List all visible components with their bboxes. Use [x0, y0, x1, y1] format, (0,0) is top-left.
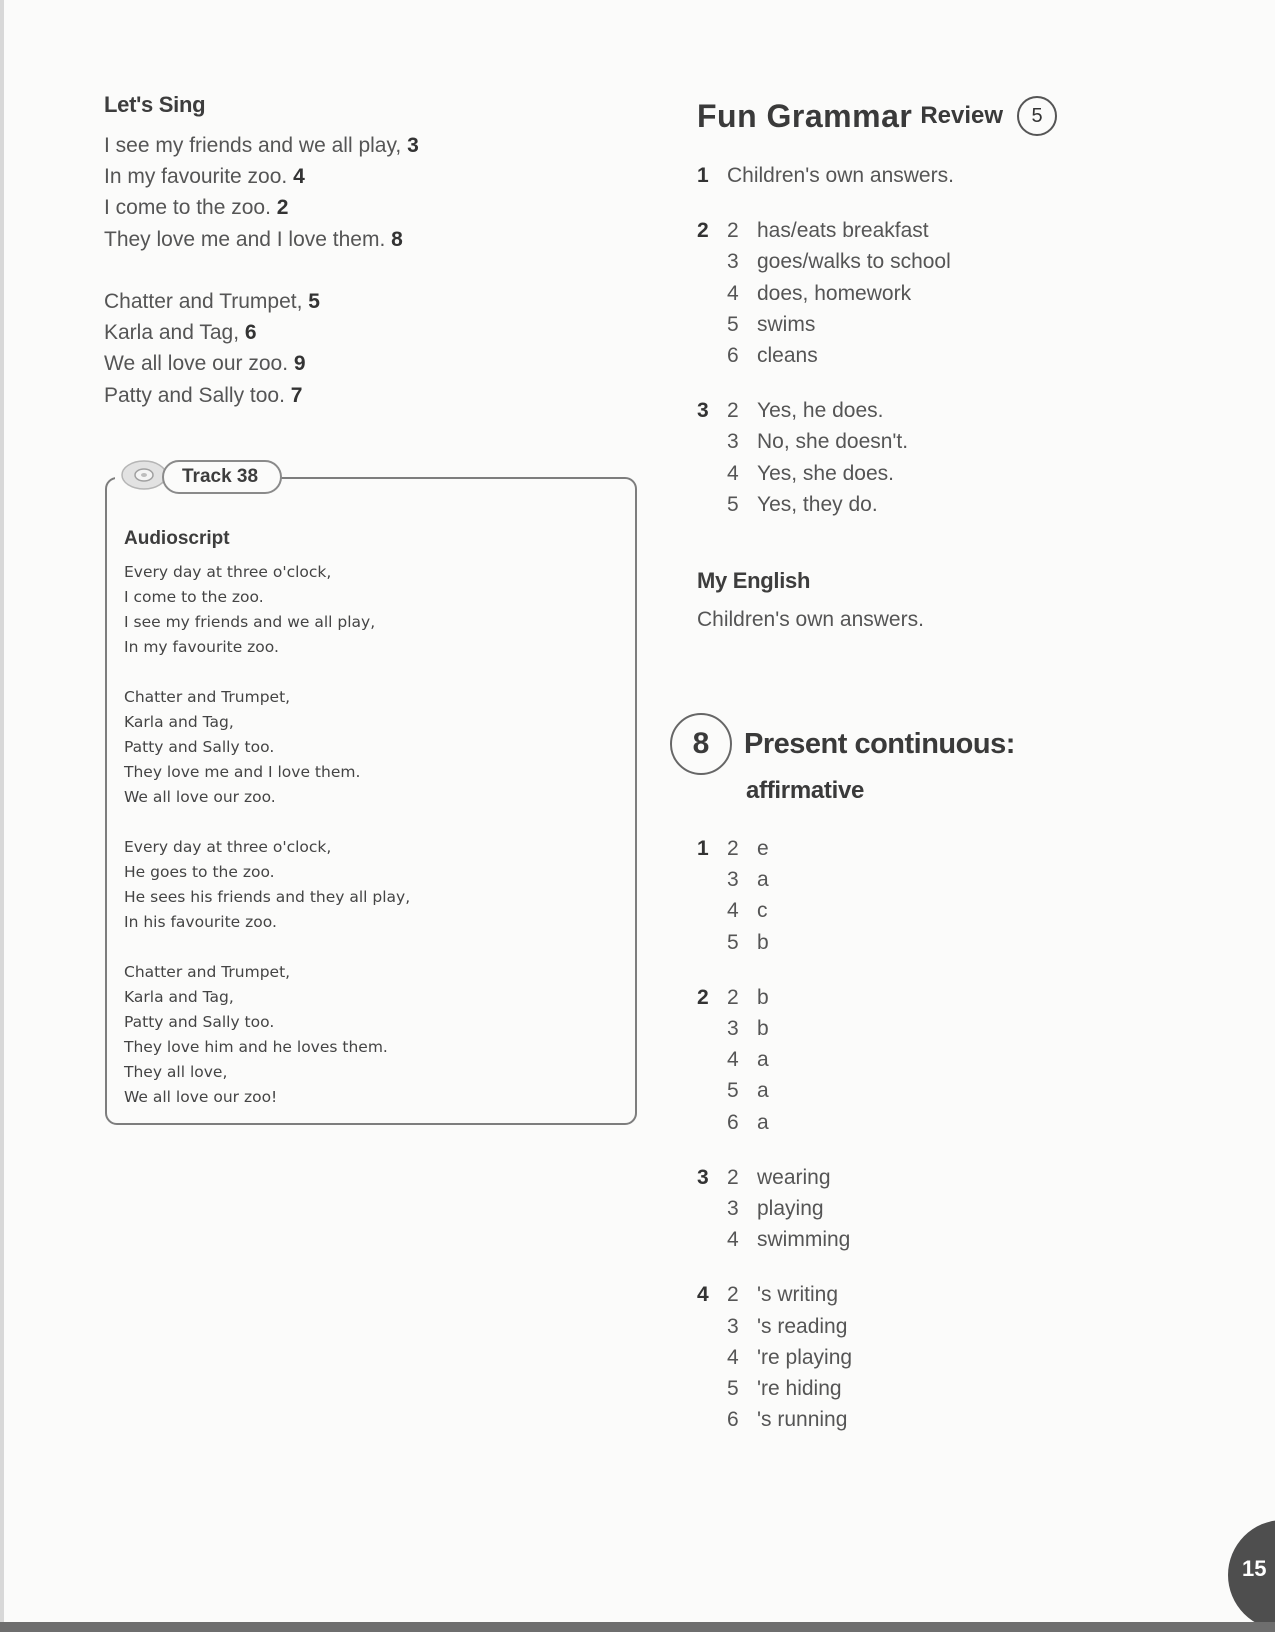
answer-text: 's writing — [757, 1283, 839, 1307]
answer-text: swims — [757, 312, 816, 336]
exercise-number: 2 — [697, 985, 709, 1009]
audioscript — [124, 528, 614, 1110]
song-line-text: Karla and Tag, — [104, 321, 240, 345]
answer-row — [697, 160, 1237, 191]
answer-text: 's running — [757, 1408, 848, 1432]
fun-grammar-review-section — [697, 96, 1237, 635]
song-line-number: 8 — [391, 227, 403, 251]
stanza-gap — [124, 660, 614, 685]
unit-8-title — [670, 713, 1230, 775]
my-english-section — [697, 568, 1237, 635]
stanza-gap — [124, 810, 614, 835]
answer-row — [697, 1373, 1230, 1404]
exercise-number: 4 — [697, 1283, 709, 1307]
unit-number-badge: 8 — [670, 713, 732, 775]
answer-text: No, she doesn't. — [757, 430, 909, 454]
song-line-text: We all love our zoo. — [104, 352, 289, 376]
audioscript-line: He sees his friends and they all play, — [124, 888, 411, 906]
audioscript-line: We all love our zoo. — [124, 788, 276, 806]
answer-row — [697, 309, 1237, 340]
item-number: 4 — [727, 461, 739, 485]
answer-row — [697, 1162, 1230, 1193]
stanza-gap — [124, 935, 614, 960]
song-line-text: I see my friends and we all play, — [104, 134, 402, 157]
answer-text: e — [757, 837, 769, 860]
answer-row — [697, 1193, 1230, 1224]
answer-row — [697, 340, 1237, 371]
item-number: 4 — [727, 899, 739, 923]
song-line-text: In my favourite zoo. — [104, 165, 288, 189]
audioscript-line: They love me and I love them. — [124, 763, 361, 781]
answer-text: does, homework — [757, 281, 912, 305]
answer-row — [697, 1044, 1230, 1075]
lets-sing-heading: Let's Sing — [104, 92, 206, 117]
exercise-number — [697, 340, 727, 371]
song-line — [104, 348, 564, 379]
my-english-heading: My English — [697, 568, 811, 594]
review-number-badge: 5 — [1017, 96, 1057, 136]
answer-row — [697, 489, 1237, 520]
audioscript-line: Karla and Tag, — [124, 713, 234, 731]
item-number: 2 — [727, 985, 739, 1009]
exercise-number — [697, 1107, 727, 1138]
song-line-text: They love me and I love them. — [104, 227, 386, 251]
answer-row — [697, 895, 1230, 926]
answer-row — [697, 1279, 1230, 1310]
exercise — [697, 982, 1230, 1138]
item-number: 2 — [727, 1165, 739, 1189]
song-line-text: Patty and Sally too. — [104, 383, 285, 407]
fun-grammar-title-sub: Review — [920, 102, 1004, 129]
exercise-number — [697, 1373, 727, 1404]
exercise-number — [697, 458, 727, 489]
item-number: 3 — [727, 1017, 739, 1041]
song-line — [104, 317, 564, 348]
exercise-number — [697, 1404, 727, 1435]
fun-grammar-title-main: Fun Grammar — [697, 97, 913, 134]
page-edge — [0, 0, 4, 1632]
answer-row — [697, 1107, 1230, 1138]
exercise — [697, 833, 1230, 958]
track-label: Track 38 — [162, 460, 282, 494]
item-number: 4 — [727, 1228, 739, 1252]
exercise-number — [697, 426, 727, 457]
answer-text: 're playing — [757, 1345, 853, 1369]
answer-text: swimming — [757, 1228, 851, 1252]
exercise-number — [697, 1224, 727, 1255]
exercise-number — [697, 1013, 727, 1044]
song-line-text: Chatter and Trumpet, — [104, 290, 303, 313]
answer-row — [697, 1342, 1230, 1373]
song-line — [104, 286, 564, 317]
song-line-number: 3 — [407, 134, 419, 157]
exercise-number — [697, 895, 727, 926]
answer-text: wearing — [757, 1165, 831, 1189]
item-number: 3 — [727, 1314, 739, 1338]
answer-row — [697, 246, 1237, 277]
stanza-gap — [104, 255, 564, 286]
item-number: 3 — [727, 250, 739, 274]
song-line — [104, 161, 564, 192]
exercise — [697, 395, 1237, 520]
page-number: 15 — [1242, 1556, 1267, 1581]
exercise — [697, 215, 1237, 371]
answer-text: 's reading — [757, 1314, 848, 1338]
audioscript-line: Chatter and Trumpet, — [124, 963, 291, 981]
exercise-number — [697, 1311, 727, 1342]
song-line-number: 9 — [293, 352, 306, 376]
answer-row — [697, 982, 1230, 1013]
exercise-number — [697, 864, 727, 895]
lets-sing-lines — [104, 130, 564, 411]
exercise-number — [697, 489, 727, 520]
my-english-text: Children's own answers. — [697, 608, 924, 632]
item-number: 6 — [727, 344, 739, 368]
item-number: 2 — [727, 399, 739, 423]
exercise-number — [697, 927, 727, 958]
item-number: 2 — [727, 219, 739, 243]
exercise-number — [697, 1193, 727, 1224]
audioscript-line: They love him and he loves them. — [124, 1038, 388, 1056]
page-number-badge — [1228, 1520, 1275, 1630]
unit-8-subheading: affirmative — [746, 777, 865, 804]
audioscript-line: In his favourite zoo. — [124, 913, 277, 931]
answer-text: b — [757, 985, 769, 1009]
fun-grammar-exercises — [697, 160, 1237, 520]
page-bottom-edge — [0, 1622, 1275, 1632]
exercise-number — [697, 1075, 727, 1106]
answer-text: a — [757, 1048, 769, 1072]
audioscript-line: Every day at three o'clock, — [124, 838, 332, 856]
item-number: 4 — [727, 1048, 739, 1072]
answer-row — [697, 395, 1237, 426]
exercise-number: 3 — [697, 1165, 709, 1189]
answer-row — [697, 1311, 1230, 1342]
audioscript-line: Karla and Tag, — [124, 988, 234, 1006]
item-number: 5 — [727, 1079, 739, 1103]
lets-sing-section — [104, 92, 564, 411]
exercise-number — [697, 1342, 727, 1373]
audioscript-line: I see my friends and we all play, — [124, 613, 376, 631]
unit-8-heading: Present continuous: — [744, 727, 1015, 760]
item-number: 2 — [727, 837, 739, 860]
item-number: 6 — [727, 1110, 739, 1134]
item-number: 5 — [727, 1377, 739, 1401]
song-line-number: 4 — [293, 165, 305, 189]
answer-text: playing — [757, 1197, 824, 1221]
audioscript-line: They all love, — [124, 1063, 228, 1081]
fun-grammar-title — [697, 96, 1237, 136]
answer-text: Children's own answers. — [727, 164, 954, 187]
audioscript-line: We all love our zoo! — [124, 1088, 278, 1106]
answer-row — [697, 1013, 1230, 1044]
exercise — [697, 1162, 1230, 1256]
audioscript-line: Patty and Sally too. — [124, 738, 275, 756]
answer-text: a — [757, 1079, 769, 1103]
song-line — [104, 380, 564, 411]
answer-text: b — [757, 1017, 769, 1041]
item-number: 5 — [727, 492, 739, 516]
unit-8-section — [670, 713, 1230, 1435]
answer-text: Yes, she does. — [757, 461, 894, 485]
answer-row — [697, 426, 1237, 457]
answer-row — [697, 278, 1237, 309]
answer-text: 're hiding — [757, 1377, 842, 1401]
audioscript-line: Patty and Sally too. — [124, 1013, 275, 1031]
song-line-number: 6 — [244, 321, 257, 345]
answer-row — [697, 833, 1230, 864]
exercise-number: 3 — [697, 399, 709, 423]
answer-row — [697, 1404, 1230, 1435]
answer-text: has/eats breakfast — [757, 219, 929, 243]
exercise-number — [697, 278, 727, 309]
item-number: 5 — [727, 312, 739, 336]
answer-text: cleans — [757, 344, 818, 368]
song-line — [104, 192, 564, 223]
song-line-number: 7 — [290, 383, 303, 407]
audioscript-line: Chatter and Trumpet, — [124, 688, 291, 706]
item-number: 6 — [727, 1408, 739, 1432]
answer-row — [697, 1224, 1230, 1255]
audioscript-lines — [124, 560, 614, 1110]
answer-text: a — [757, 868, 769, 892]
item-number: 2 — [727, 1283, 739, 1307]
song-line-number: 2 — [276, 196, 289, 220]
exercise-number — [697, 246, 727, 277]
answer-row — [697, 864, 1230, 895]
item-number: 3 — [727, 1197, 739, 1221]
audioscript-line: In my favourite zoo. — [124, 638, 279, 656]
item-number: 5 — [727, 930, 739, 954]
song-line — [104, 224, 564, 255]
answer-text: Yes, he does. — [757, 399, 884, 423]
answer-text: goes/walks to school — [757, 250, 951, 274]
answer-text: a — [757, 1110, 769, 1134]
song-line — [104, 130, 564, 161]
song-line-text: I come to the zoo. — [104, 196, 271, 220]
item-number: 3 — [727, 868, 739, 892]
answer-text: Yes, they do. — [757, 492, 878, 516]
exercise — [697, 160, 1237, 191]
item-number: 4 — [727, 1345, 739, 1369]
exercise — [697, 1279, 1230, 1435]
answer-row — [697, 458, 1237, 489]
item-number: 3 — [727, 430, 739, 454]
exercise-number: 1 — [697, 837, 709, 860]
audioscript-line: I come to the zoo. — [124, 588, 264, 606]
answer-row — [697, 215, 1237, 246]
exercise-number — [697, 309, 727, 340]
item-number: 4 — [727, 281, 739, 305]
unit-8-exercises — [697, 833, 1230, 1435]
audioscript-line: Every day at three o'clock, — [124, 563, 332, 581]
answer-row — [697, 927, 1230, 958]
audioscript-heading: Audioscript — [124, 528, 230, 549]
audioscript-line: He goes to the zoo. — [124, 863, 275, 881]
song-line-number: 5 — [308, 290, 320, 313]
exercise-number — [697, 1044, 727, 1075]
exercise-number: 2 — [697, 219, 709, 243]
answer-row — [697, 1075, 1230, 1106]
exercise-number: 1 — [697, 164, 709, 187]
answer-text: b — [757, 930, 769, 954]
answer-text: c — [757, 899, 768, 923]
